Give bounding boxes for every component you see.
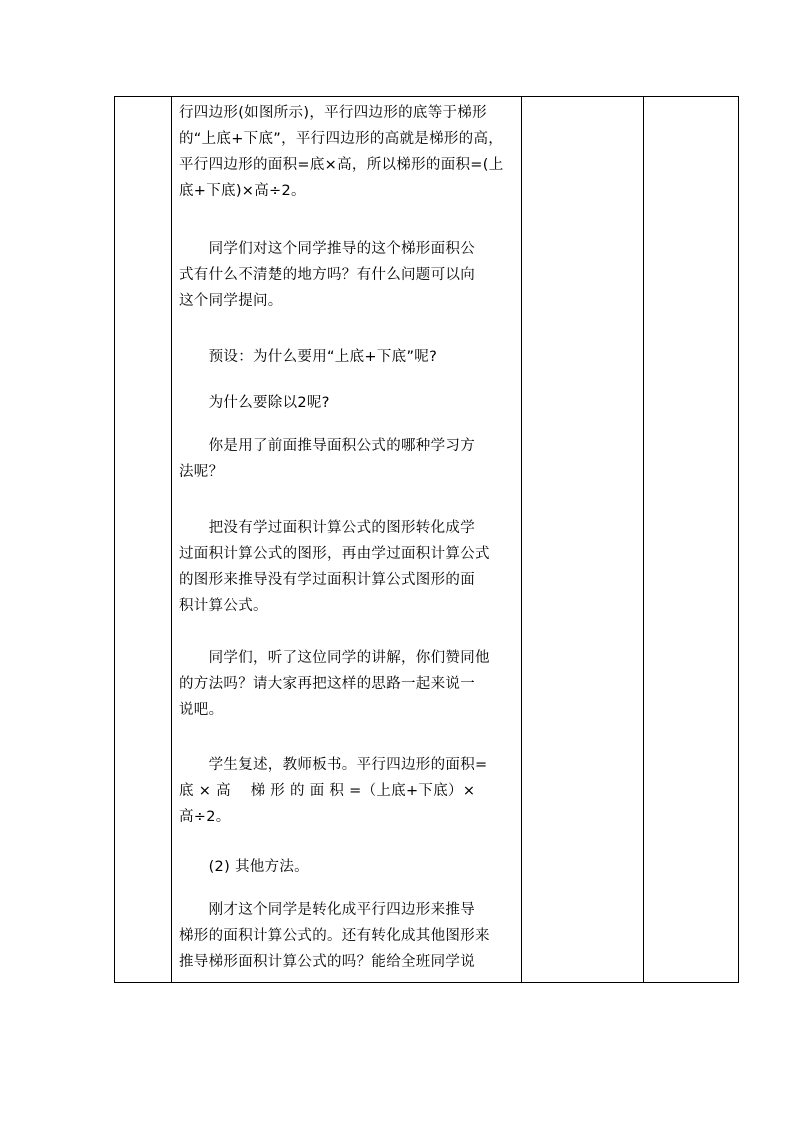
text-line: (2) 其他方法。 <box>179 859 309 875</box>
paragraph-method-question <box>179 433 524 485</box>
text-line: 底+下底)×高÷2。 <box>179 183 306 199</box>
text-line: 这个同学提问。 <box>179 293 283 309</box>
text-line: 同学们，听了这位同学的讲解，你们赞同他 <box>179 650 490 666</box>
column-divider-3 <box>643 97 644 982</box>
text-line: 学生复述，教师板书。平行四边形的面积= <box>179 757 488 773</box>
text-line: 平行四边形的面积=底×高，所以梯形的面积=(上 <box>179 157 504 173</box>
text-line: 过面积计算公式的图形，再由学过面积计算公式 <box>179 546 490 562</box>
text-line: 的“上底+下底”，平行四边形的高就是梯形的高， <box>179 131 504 147</box>
text-line: 法呢？ <box>179 464 224 480</box>
paragraph-divide-question <box>179 390 524 416</box>
paragraph-question-prompt <box>179 236 524 314</box>
paragraph-derivation <box>179 100 524 204</box>
lesson-table <box>114 96 739 983</box>
paragraph-other-methods <box>179 897 524 975</box>
text-line: 预设：为什么要用“上底+下底”呢? <box>179 349 438 365</box>
text-line: 刚才这个同学是转化成平行四边形来推导 <box>179 902 475 918</box>
text-line: 式有什么不清楚的地方吗？有什么问题可以向 <box>179 267 475 283</box>
column-divider-1 <box>171 97 172 982</box>
text-line: 把没有学过面积计算公式的图形转化成学 <box>179 520 475 536</box>
text-line: 行四边形(如图所示)，平行四边形的底等于梯形 <box>179 105 487 121</box>
text-line: 梯形的面积计算公式的。还有转化成其他图形来 <box>179 928 490 944</box>
text-line: 推导梯形面积计算公式的吗？能给全班同学说 <box>179 954 475 970</box>
text-line: 你是用了前面推导面积公式的哪种学习方 <box>179 438 475 454</box>
paragraph-preset-question <box>179 344 524 370</box>
paragraph-board-writing <box>179 752 524 830</box>
text-line: 说吧。 <box>179 702 224 718</box>
paragraph-method-answer <box>179 515 524 619</box>
text-line: 积计算公式。 <box>179 598 268 614</box>
text-line: 的图形来推导没有学过面积计算公式图形的面 <box>179 572 475 588</box>
text-line: 高÷2。 <box>179 809 231 825</box>
text-line: 底 × 高 梯 形 的 面 积 =（上底+下底）× <box>179 783 476 799</box>
paragraph-other-methods-heading <box>179 854 524 880</box>
text-line: 的方法吗？请大家再把这样的思路一起来说一 <box>179 676 475 692</box>
text-line: 为什么要除以2呢? <box>179 395 330 411</box>
text-line: 同学们对这个同学推导的这个梯形面积公 <box>179 241 475 257</box>
paragraph-class-discussion <box>179 645 524 723</box>
